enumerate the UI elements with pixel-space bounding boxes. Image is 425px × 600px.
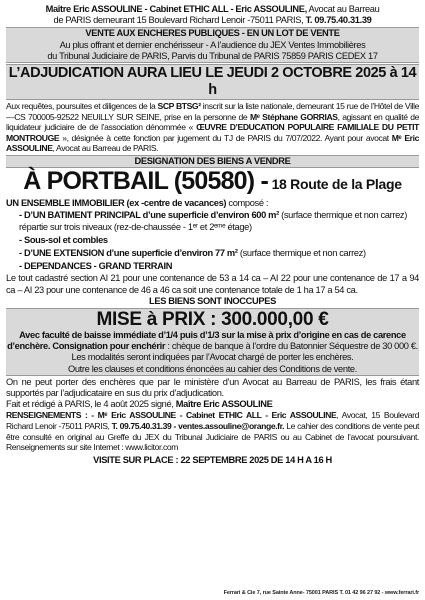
header-address-line — [6, 15, 419, 26]
bidding-notice: On ne peut porter des enchères que par le ministère d’un Avocat au Barreau de PARIS, les frais étant supportés par l’adjudicataire en sus du prix d’adjudication. — [6, 376, 419, 399]
property-item-main-building: - D’UN BATIMENT PRINCIPAL d’une superficie d’environ 600 m² (surface thermique et non carrez) répartie sur trois niveaux (rez-de-chaussée - 1ᵉʳ et 2ᵉᵐᵉ étage) — [19, 210, 407, 232]
info-label: RENSEIGNEMENTS : - Mᵉ Eric ASSOULINE - Cabinet ETHIC ALL - Eric ASSOULINE — [6, 410, 337, 421]
town-name: À PORTBAIL (50580) - — [23, 167, 268, 196]
price-conditions: Outre les clauses et conditions énoncées au cahier des Conditions de vente. — [67, 363, 357, 374]
counsel-name: Mᵉ Eric ASSOULINE — [6, 132, 419, 154]
lawyer-phone: T. 09.75.40.31.39 — [305, 15, 372, 26]
site-visit: VISITE SUR PLACE : 22 SEPTEMBRE 2025 DE 14 H A 16 H — [93, 454, 332, 465]
signature-line: Fait et rédigé à PARIS, le 4 août 2025 signé, Maître Eric ASSOULINE — [6, 399, 273, 410]
sale-title-box — [6, 27, 419, 63]
info-contact: T. 09.75.40.31.39 - ventes.assouline@orange.fr. — [111, 421, 285, 432]
signer-name: Maître Eric ASSOULINE — [175, 399, 273, 410]
property-heading: UN ENSEMBLE IMMOBILIER (ex -centre de vacances) composé : — [6, 198, 269, 209]
adjudication-date: L’ADJUDICATION AURA LIEU LE JEUDI 2 OCTOBRE 2025 à 14 h — [6, 64, 419, 100]
occupancy-status: LES BIENS SONT INOCCUPES — [149, 295, 276, 306]
auction-notice — [6, 4, 419, 466]
liquidator-name: Mᵉ Stéphane GORRIAS — [249, 111, 338, 122]
lawyer-title: Avocat au Barreau — [306, 4, 380, 14]
property-location — [6, 168, 419, 198]
price-discount: Avec faculté de baisse immédiate d’1/4 puis d’1/3 sur la mise à prix d’origine en cas de carence d’enchère. Consignation pour enchérir : chèque de banque à l’ordre du Batonnier Séquestre de 30 000 €. Les modalités seront indiquées par l’Avocat chargé de porter les enchères. — [7, 330, 418, 363]
lawyer-name: Maître Eric ASSOULINE - Cabinet ETHIC ALL - Eric ASSOULINE, — [45, 4, 307, 14]
printer-footer: Ferrari & Cie 7, rue Sainte Anne- 75001 PARIS T. 01 42 96 27 92 - www.ferrari.fr — [223, 590, 419, 596]
lawyer-address: de PARIS demeurant 15 Boulevard Richard Lenoir -75011 PARIS, — [53, 15, 306, 26]
property-item-basement: - Sous-sol et combles — [19, 234, 108, 245]
sale-subtitle-2: du Tribunal Judiciaire de PARIS, Parvis du Tribunal de PARIS 75859 PARIS CEDEX 17 — [47, 50, 378, 61]
sale-subtitle-1: Au plus offrant et dernier enchérisseur - A l’audience du JEX Ventes Immobilières — [59, 39, 366, 50]
street-address: 18 Route de la Plage — [267, 176, 402, 193]
cadastre-text: Le tout cadastré section AI 21 pour une contenance de 53 a 14 ca – AI 22 pour une contenance de 17 a 94 ca – AI 23 pour une contenance de 46 a 46 ca soit une contenance totale de 1 ha 17 a 54 ca. — [6, 273, 419, 295]
property-item-outbuildings: - DEPENDANCES - GRAND TERRAIN — [19, 261, 173, 272]
creditor-name: SCP BTSG² — [157, 101, 201, 112]
property-item-extension: - D’UNE EXTENSION d’une superficie d’environ 77 m² (surface thermique et non carrez) — [19, 248, 366, 258]
price-box — [6, 308, 419, 376]
header-lawyer-line — [6, 4, 419, 15]
information-block: RENSEIGNEMENTS : - Mᵉ Eric ASSOULINE - Cabinet ETHIC ALL - Eric ASSOULINE, Avocat, 15 Boulevard Richard Lenoir -75011 PARIS, T. 09.75.40.31.39 - ventes.assouline@orange.fr. Le cahier des conditions de vente peut être consulté en original au Greffe du JEX du Tribunal Judiciaire de PARIS ou au Cabinet de l’avocat poursuivant. Renseignements sur site Internet : www.licitor.com — [6, 410, 419, 453]
intro-paragraph: Aux requêtes, poursuites et diligences de la SCP BTSG² inscrit sur la liste nationale, demeurant 15 rue de l’Hôtel de Ville—CS 700005-92522 NEUILLY SUR SEINE, prise en la personne de Mᵉ Stéphane GORRIAS, agissant en qualité de liquidateur judiciaire de de l’association dénommée « ŒUVRE D’EDUCATION POPULAIRE FAMILIALE DU PETIT MONTROUGE », désignée à cette fonction par jugement du TJ de PARIS du 7/07/2022. Ayant pour avocat Mᵉ Eric ASSOULINE, Avocat au Barreau de PARIS. — [6, 101, 419, 154]
starting-price: MISE à PRIX : 300.000,00 € — [96, 309, 329, 331]
association-name: ŒUVRE D’EDUCATION POPULAIRE FAMILIALE DU PETIT MONTROUGE — [6, 122, 419, 143]
sale-title: VENTE AUX ENCHERES PUBLIQUES - EN UN LOT DE VENTE — [85, 28, 340, 39]
designation-title: DESIGNATION DES BIENS A VENDRE — [6, 155, 419, 168]
